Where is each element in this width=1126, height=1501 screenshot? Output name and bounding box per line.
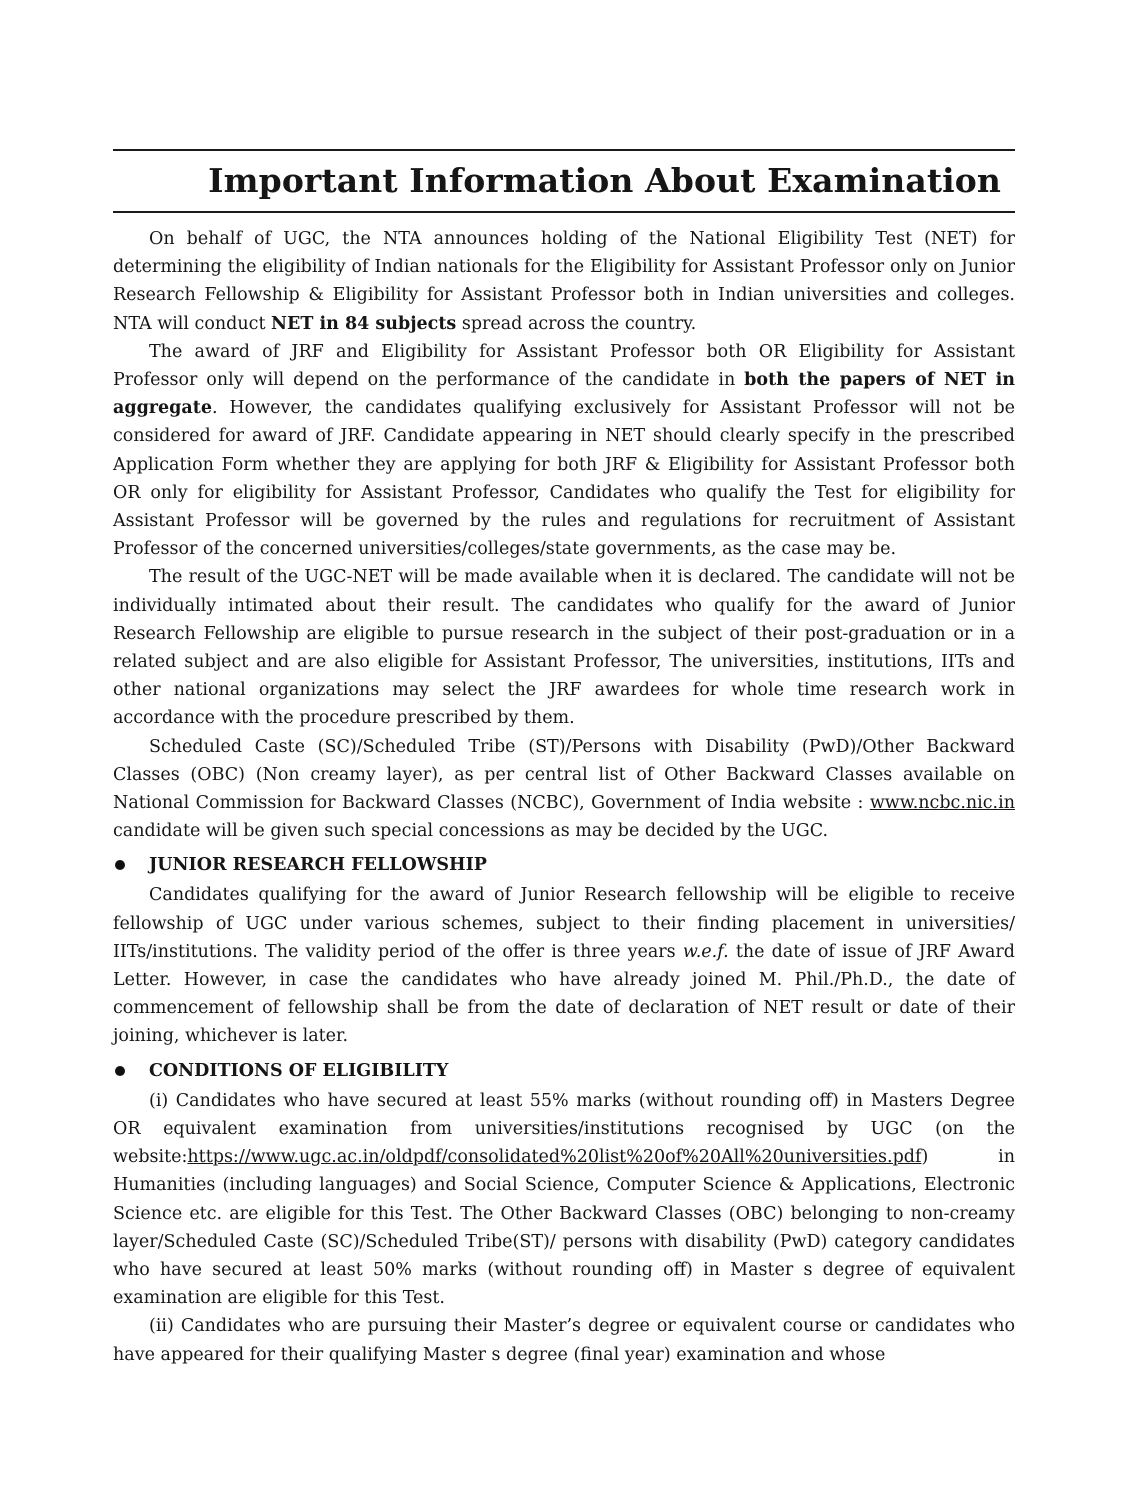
paragraph-jrf-award: [113, 338, 1015, 564]
paragraph-text: . However, the candidates qualifying exclusively for Assistant Professor will not be considered for award of JRF. Candidate appearing in NET should clearly specify in the prescribed Application Form whether they are applying for both JRF & Eligibility for Assistant Professor both OR only for eligibility for Assistant Professor, Candidates who qualify the Test for eligibility for Assistant Professor will be governed by the rules and regulations for recruitment of Assistant Professor of the concerned universities/colleges/state governments, as the case may be.: [113, 398, 1015, 560]
paragraph-net-announcement: [113, 225, 1015, 338]
paragraph-eligibility-i: [113, 1087, 1015, 1313]
paragraph-text: ) in Humanities (including languages) and Social Science, Computer Science & Applications, Electronic Science etc. are eligible for this Test. The Other Backward Classes (OBC) belonging to non-creamy layer/Scheduled Caste (SC)/Scheduled Tribe(ST)/ persons with disability (PwD) category candidates who have secured at least 50% marks (without rounding off) in Master s degree of equivalent examination are eligible for this Test.: [113, 1147, 1015, 1309]
bullet-icon: [115, 860, 125, 870]
bold-text: both the papers of NET in aggregate: [113, 370, 1015, 419]
paragraph-text: candidate will be given such special concessions as may be decided by the UGC.: [113, 821, 829, 842]
paragraph-text: the date of issue of JRF Award Letter. However, in case the candidates who have already joined M. Phil./Ph.D., the date of commencement of fellowship shall be from the date of declaration of NET result or date of their joining, whichever is later.: [113, 941, 1015, 1047]
title-bottom-rule: [113, 211, 1015, 213]
page-title: Important Information About Examination: [208, 161, 1001, 200]
section-heading-text: JUNIOR RESEARCH FELLOWSHIP: [149, 855, 487, 876]
section-heading-eligibility: [113, 1057, 1015, 1085]
bullet-icon: [115, 1066, 125, 1076]
paragraph-text: (i) Candidates who have secured at least 55% marks (without rounding off) in Masters Degree OR equivalent examination from universities/institutions recognised by UGC (on the website:: [113, 1090, 1015, 1168]
paragraph-eligibility-ii: (ii) Candidates who are pursuing their Master’s degree or equivalent course or candidates who have appeared for their qualifying Master s degree (final year) examination and whose: [113, 1316, 1015, 1365]
paragraph-text: Scheduled Caste (SC)/Scheduled Tribe (ST)/Persons with Disability (PwD)/Other Backward Classes (OBC) (Non creamy layer), as per central list of Other Backward Classes available on National Commission for Backward Classes (NCBC), Government of India website :: [113, 736, 1015, 814]
paragraph-jrf-details: [113, 881, 1015, 1050]
paragraph-text: The award of JRF and Eligibility for Assistant Professor both OR Eligibility for Assistant Professor only will depend on the performance of the candidate in: [113, 341, 1015, 391]
bold-text: NET in 84 subjects: [271, 313, 457, 334]
section-heading-jrf: [113, 851, 1015, 879]
paragraph-text: On behalf of UGC, the NTA announces holding of the National Eligibility Test (NET) for determining the eligibility of Indian nationals for the Eligibility for Assistant Professor only on Junior Research Fellowship & Eligibility for Assistant Professor both in Indian universities and colleges. NTA will conduct: [113, 229, 1015, 334]
paragraph-result: The result of the UGC-NET will be made available when it is declared. The candidate will not be individually intimated about their result. The candidates who qualify for the award of Junior Research Fellowship are eligible to pursue research in the subject of their post-graduation or in a related subject and are also eligible for Assistant Professor, The universities, institutions, IITs and other national organizations may select the JRF awardees for whole time research work in accordance with the procedure prescribed by them.: [113, 567, 1015, 729]
paragraph-text: Candidates qualifying for the award of Junior Research fellowship will be eligible to receive fellowship of UGC under various schemes, subject to their finding placement in universities/ IITs/institutions. The validity period of the offer is three years: [113, 885, 1015, 962]
paragraph-text: spread across the country.: [456, 313, 697, 334]
paragraph-concessions: [113, 733, 1015, 846]
document-page: [113, 0, 1015, 1369]
ncbc-website-link[interactable]: www.ncbc.nic.in: [869, 793, 1015, 814]
italic-text: w.e.f.: [682, 941, 729, 962]
ugc-universities-list-link[interactable]: https://www.ugc.ac.in/oldpdf/consolidated%20list%20of%20All%20universities.pdf: [187, 1147, 922, 1168]
main-content: [113, 225, 1015, 1369]
section-heading-text: CONDITIONS OF ELIGIBILITY: [149, 1060, 449, 1081]
